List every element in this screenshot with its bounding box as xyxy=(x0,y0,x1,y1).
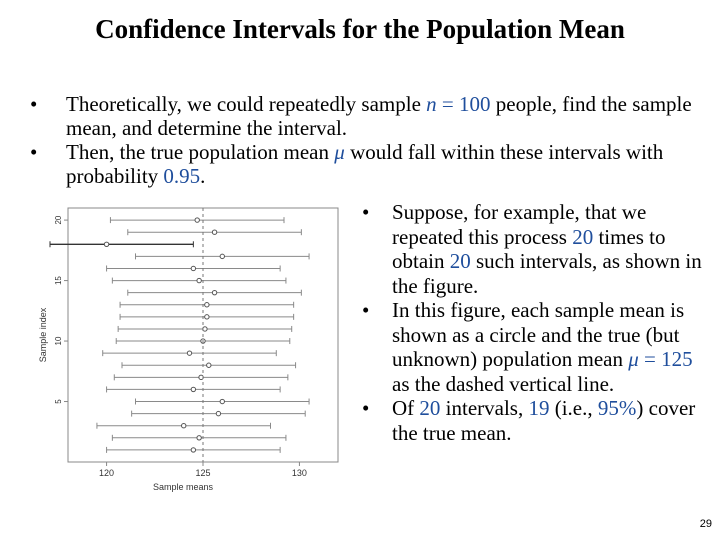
x-tick-label: 120 xyxy=(99,468,115,478)
bullet-item-1 xyxy=(30,92,700,140)
repeat-count: 20 xyxy=(572,224,594,249)
equals: = xyxy=(638,347,662,371)
bullet-text: times to obtain xyxy=(392,224,666,273)
bullet-text: Of xyxy=(392,396,420,420)
bullet-text: Suppose, for example, that we repeated this process xyxy=(392,200,647,249)
bullet-text: Then, the true population mean xyxy=(66,140,335,164)
sample-mean-point xyxy=(191,448,195,452)
sample-mean-point xyxy=(212,290,216,294)
bullet-text: Theoretically, we could repeatedly sample xyxy=(66,92,427,116)
covering-intervals: 19 xyxy=(528,396,550,420)
sample-mean-point xyxy=(197,436,201,440)
sample-mean-point xyxy=(191,387,195,391)
mu-symbol: μ xyxy=(628,347,639,371)
right-bullet-list xyxy=(362,200,702,445)
bullet-text: as the dashed vertical line. xyxy=(392,371,615,396)
y-tick-label: 15 xyxy=(54,276,63,286)
x-axis-label: Sample means xyxy=(152,482,214,492)
chart-marks xyxy=(50,217,309,453)
sample-mean-point xyxy=(182,424,186,428)
sample-mean-point xyxy=(187,351,191,355)
bullet-icon: • xyxy=(30,92,38,116)
bullet-item-4 xyxy=(362,298,702,396)
bullet-text: (i.e., xyxy=(549,396,598,420)
bullet-icon: • xyxy=(30,140,38,164)
sample-size: 100 xyxy=(459,92,491,116)
true-mean-value: 125 xyxy=(661,347,693,371)
sample-mean-point xyxy=(212,230,216,234)
bullet-text: such intervals, as shown in the figure. xyxy=(392,249,702,298)
interval-count: 20 xyxy=(449,249,471,273)
sample-mean-point xyxy=(207,363,211,367)
y-axis-label: Sample index xyxy=(38,307,48,363)
bullet-item-3 xyxy=(362,200,702,298)
bullet-icon: • xyxy=(362,298,370,322)
bullet-text: people, find the sample mean, and determine the interval. xyxy=(66,92,692,140)
page-number: 29 xyxy=(699,518,712,530)
n-symbol: n xyxy=(426,92,437,116)
mu-symbol: μ xyxy=(334,140,345,164)
total-intervals: 20 xyxy=(419,396,441,420)
equals: = xyxy=(436,92,459,116)
sample-mean-point xyxy=(205,315,209,319)
x-tick-label: 125 xyxy=(195,468,211,478)
coverage-percent: 95% xyxy=(597,396,637,420)
probability: 0.95 xyxy=(163,164,201,188)
bullet-item-5 xyxy=(362,396,702,445)
sample-mean-point xyxy=(220,254,224,258)
top-bullet-list xyxy=(30,92,700,188)
y-tick-label: 20 xyxy=(54,215,63,225)
y-tick-label: 10 xyxy=(54,336,63,346)
bullet-text: would fall within these intervals with probability xyxy=(66,140,664,188)
sample-mean-point xyxy=(220,399,224,403)
bullet-icon: • xyxy=(362,396,370,420)
sample-mean-point xyxy=(104,242,108,246)
bullet-text: . xyxy=(200,164,206,188)
y-tick-label: 5 xyxy=(54,399,63,404)
sample-mean-point xyxy=(191,266,195,270)
bullet-text: intervals, xyxy=(440,396,529,420)
bullet-text: In this figure, each sample mean is shown as a circle and the true (but unknown) population mean xyxy=(392,298,685,371)
sample-mean-point xyxy=(197,278,201,282)
bullet-item-2 xyxy=(30,140,700,188)
bullet-text: ) cover the true mean. xyxy=(392,396,696,445)
x-tick-label: 130 xyxy=(291,468,307,478)
sample-mean-point xyxy=(216,411,220,415)
bullet-icon: • xyxy=(362,200,370,224)
sample-mean-point xyxy=(195,218,199,222)
slide-title: Confidence Intervals for the Population Mean xyxy=(95,14,625,44)
sample-mean-point xyxy=(205,303,209,307)
confidence-interval-chart xyxy=(38,200,358,500)
